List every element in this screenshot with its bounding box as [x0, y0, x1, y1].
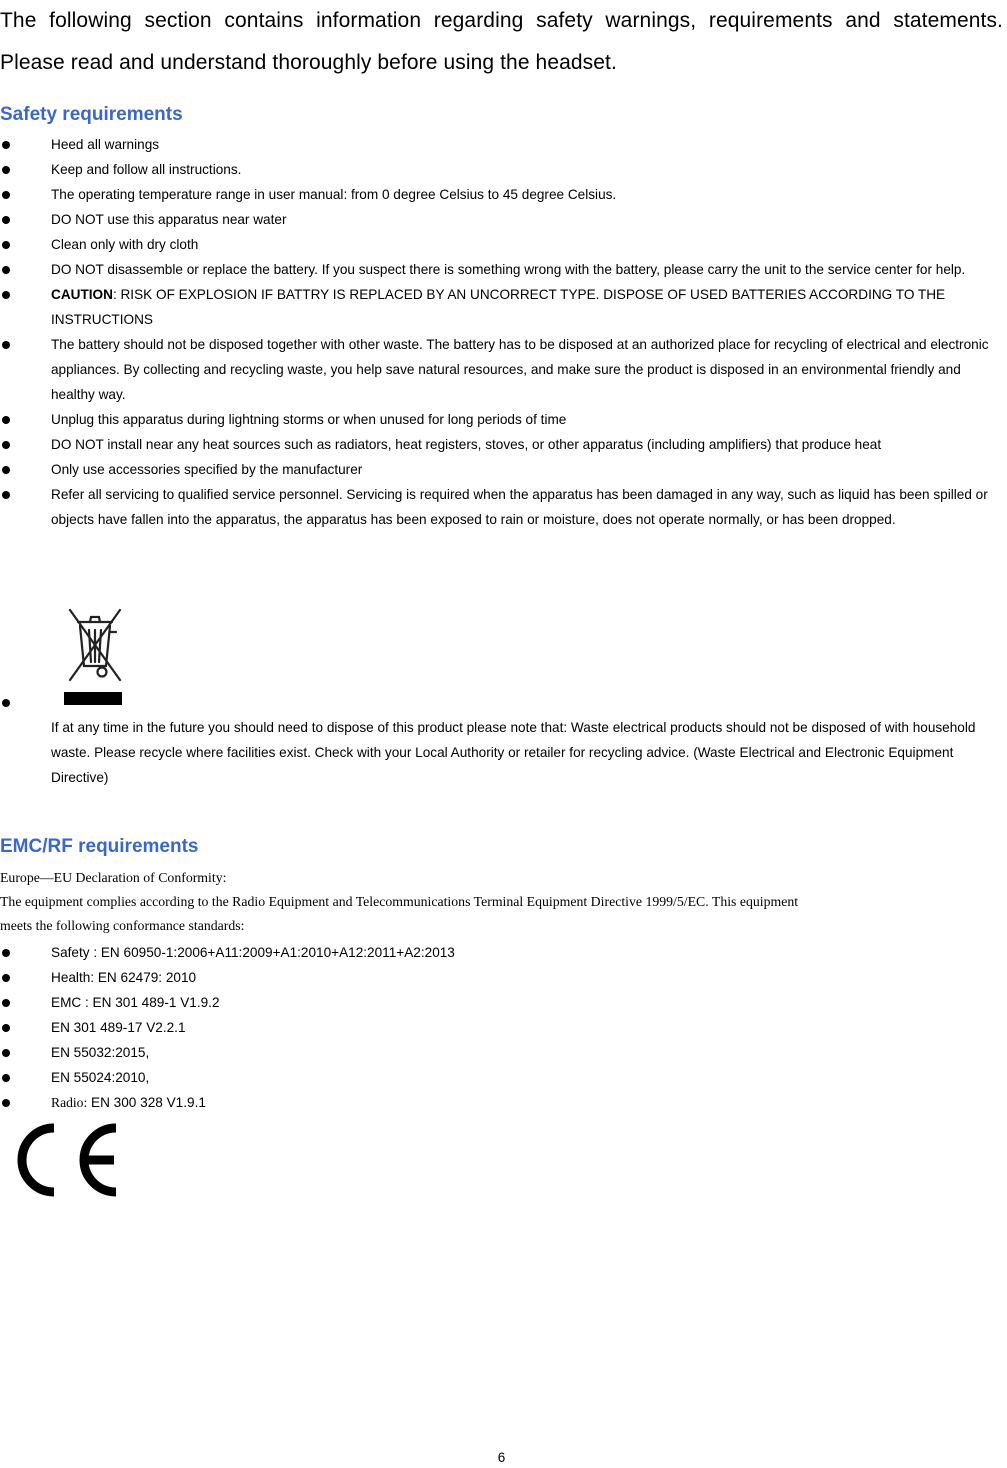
bullet-icon — [2, 1024, 10, 1032]
bullet-icon — [2, 491, 10, 499]
bullet-icon — [2, 266, 10, 274]
bullet-icon — [2, 466, 10, 474]
directive-statement: The equipment complies according to the Radio Equipment and Telecommunications Terminal Equipment Directive 1999/5/EC. This equipment — [0, 894, 799, 909]
emc-rf-requirements-heading: EMC/RF requirements — [0, 836, 199, 857]
list-item: DO NOT use this apparatus near water — [0, 207, 1003, 232]
bullet-icon — [2, 416, 10, 424]
bullet-icon — [2, 999, 10, 1007]
list-item — [0, 1090, 1003, 1115]
list-item: DO NOT disassemble or replace the battery. If you suspect there is something wrong with the battery, please carry the unit to the service center for help. — [0, 257, 1003, 282]
bullet-icon — [2, 974, 10, 982]
bullet-icon — [2, 291, 10, 299]
list-item: EN 55024:2010, — [0, 1065, 1003, 1090]
list-item: Only use accessories specified by the manufacturer — [0, 457, 1003, 482]
eu-declaration-line: Europe—EU Declaration of Conformity: — [0, 870, 227, 885]
conformance-standards-list — [0, 940, 1003, 1115]
list-item: EMC : EN 301 489-1 V1.9.2 — [0, 990, 1003, 1015]
radio-label: Radio: — [51, 1095, 88, 1110]
list-item: EN 301 489-17 V2.2.1 — [0, 1015, 1003, 1040]
list-item: Unplug this apparatus during lightning storms or when unused for long periods of time — [0, 407, 1003, 432]
list-item: CAUTION: RISK OF EXPLOSION IF BATTRY IS REPLACED BY AN UNCORRECT TYPE. DISPOSE OF USED BATTERIES ACCORDING TO THE INSTRUCTIONS — [0, 282, 1003, 332]
list-item: The battery should not be disposed together with other waste. The battery has to be disposed at an authorized place for recycling of electrical and electronic appliances. By collecting and recycling waste, you help save natural resources, and make sure the product is disposed in an environmental friendly and healthy way. — [0, 332, 1003, 407]
page-number: 6 — [497, 1450, 506, 1465]
list-item: Clean only with dry cloth — [0, 232, 1003, 257]
list-item: EN 55032:2015, — [0, 1040, 1003, 1065]
conformance-statement: meets the following conformance standards: — [0, 918, 245, 933]
list-item: Safety : EN 60950-1:2006+A11:2009+A1:2010+A12:2011+A2:2013 — [0, 940, 1003, 965]
bullet-icon — [2, 166, 10, 174]
weee-disposal-text: If at any time in the future you should need to dispose of this product please note that: Waste electrical products should not be disposed of with household waste. Please recycle where facilities exist. Check with your Local Authority or retailer for recycling advice. (Waste Electrical and Electronic Equipment Directive) — [51, 720, 976, 785]
bullet-icon — [2, 441, 10, 449]
intro-paragraph: The following section contains information regarding safety warnings, requirements and statements. Please read and understand thoroughly before using the headset. — [0, 9, 1003, 74]
ce-mark-icon — [10, 1120, 122, 1200]
bullet-icon — [2, 141, 10, 149]
bullet-icon — [2, 949, 10, 957]
bullet-icon — [2, 191, 10, 199]
bullet-icon — [2, 1099, 10, 1107]
list-item: Health: EN 62479: 2010 — [0, 965, 1003, 990]
safety-requirements-heading: Safety requirements — [0, 104, 183, 125]
list-item: DO NOT install near any heat sources such as radiators, heat registers, stoves, or other apparatus (including amplifiers) that produce heat — [0, 432, 1003, 457]
bullet-icon — [2, 699, 10, 707]
bullet-icon — [2, 1074, 10, 1082]
radio-standard: EN 300 328 V1.9.1 — [87, 1095, 206, 1110]
bullet-icon — [2, 1049, 10, 1057]
bullet-icon — [2, 341, 10, 349]
safety-requirements-list — [0, 132, 1003, 532]
crossed-out-wheelie-bin-icon — [60, 606, 128, 710]
bullet-icon — [2, 216, 10, 224]
list-item: Heed all warnings — [0, 132, 1003, 157]
list-item: Keep and follow all instructions. — [0, 157, 1003, 182]
list-item: Refer all servicing to qualified service personnel. Servicing is required when the apparatus has been damaged in any way, such as liquid has been spilled or objects have fallen into the apparatus, the apparatus has been exposed to rain or moisture, does not operate normally, or has been dropped. — [0, 482, 1003, 532]
caution-label: CAUTION — [51, 287, 113, 302]
bullet-icon — [2, 241, 10, 249]
list-item: The operating temperature range in user manual: from 0 degree Celsius to 45 degree Celsius. — [0, 182, 1003, 207]
